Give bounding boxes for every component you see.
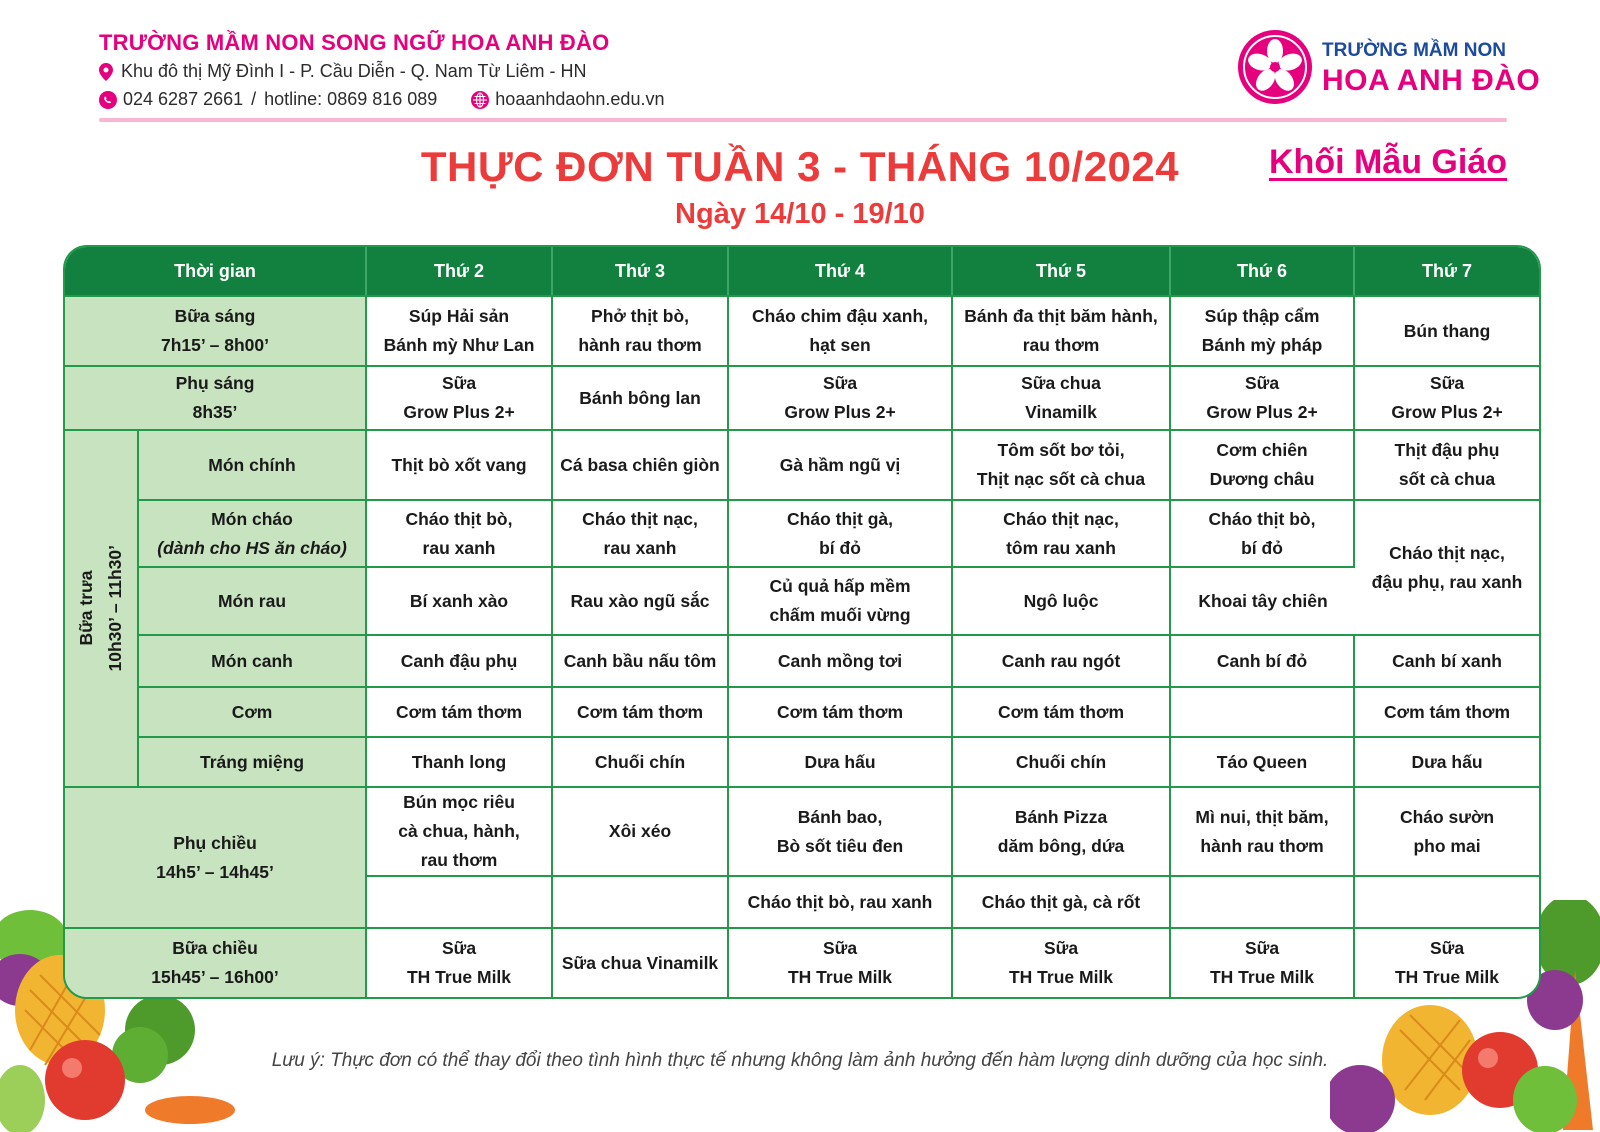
sub-label-dessert: Tráng miệng: [139, 736, 367, 786]
cell-line: Bánh mỳ pháp: [1201, 335, 1323, 355]
menu-cell: [729, 499, 953, 566]
menu-cell: [367, 365, 553, 429]
cell-line: Bữa chiều: [172, 938, 258, 958]
cell-line: Cơm tám thơm: [998, 701, 1125, 722]
menu-cell: [1355, 295, 1539, 365]
logo-text-bottom: HOA ANH ĐÀO: [1322, 64, 1541, 97]
menu-cell: [1355, 875, 1539, 927]
column-header: Thứ 6: [1171, 247, 1355, 295]
cell-line: Dưa hấu: [1411, 751, 1483, 772]
cell-line: Sữa: [1244, 373, 1280, 393]
address-text: Khu đô thị Mỹ Đình I - P. Cầu Diễn - Q. Nam Từ Liêm - HN: [121, 61, 587, 81]
cell-line: Canh mồng tơi: [777, 650, 903, 671]
row-label-afternoon-snack: [65, 786, 367, 927]
menu-cell: [553, 786, 729, 875]
cell-line: Tôm sốt bơ tỏi,: [997, 440, 1125, 460]
cell-line: Chuối chín: [594, 751, 686, 772]
cell-line: Xôi xéo: [608, 821, 672, 841]
cell-line: rau thơm: [420, 850, 498, 870]
cell-line: Cháo thịt gà,: [787, 508, 893, 529]
menu-cell: [953, 634, 1171, 686]
cell-line: Chuối chín: [1015, 751, 1107, 772]
menu-cell: [367, 295, 553, 365]
row-label-lunch: [65, 429, 139, 786]
cell-line: Bánh mỳ Như Lan: [383, 335, 535, 355]
menu-cell: [953, 736, 1171, 786]
cell-line: Phở thịt bò,: [591, 306, 689, 326]
cell-line: Khoai tây chiên: [1198, 590, 1328, 611]
cell-line: Grow Plus 2+: [1391, 402, 1503, 422]
menu-cell: [729, 365, 953, 429]
cell-line: 8h35’: [192, 402, 238, 422]
cell-line: Rau xào ngũ sắc: [570, 590, 710, 611]
cell-line: bí đỏ: [1241, 537, 1283, 558]
menu-cell: [1355, 634, 1539, 686]
cell-line: Cháo thịt bò,: [1208, 508, 1316, 529]
table-row: [65, 295, 1539, 365]
cell-line: Bánh đa thịt băm hành,: [964, 306, 1158, 326]
row-label-afternoon-meal: [65, 927, 367, 997]
menu-cell: [729, 736, 953, 786]
cell-line: Canh rau ngót: [1001, 650, 1121, 671]
cell-line: TH True Milk: [1209, 967, 1315, 987]
menu-cell: [553, 736, 729, 786]
menu-cell: [367, 875, 553, 927]
cell-line: Bò sốt tiêu đen: [776, 835, 904, 856]
cell-line: TH True Milk: [406, 967, 512, 987]
cell-line: Bánh bao,: [797, 806, 883, 827]
cell-line: rau thơm: [1022, 335, 1100, 355]
menu-cell: [729, 875, 953, 927]
cell-line: Phụ chiều: [173, 832, 257, 853]
cell-line: Cơm tám thơm: [777, 701, 904, 722]
table-row: [65, 566, 1539, 634]
menu-cell: [1355, 429, 1539, 499]
menu-cell: [1171, 634, 1355, 686]
table-row: [65, 634, 1539, 686]
lunch-vertical-label: [72, 545, 130, 672]
cell-line: Sữa: [1244, 938, 1280, 958]
menu-cell: [553, 365, 729, 429]
menu-cell: [1355, 736, 1539, 786]
cell-line: Phụ sáng: [175, 373, 255, 393]
grade-label: Khối Mẫu Giáo: [1269, 143, 1507, 181]
menu-cell: [367, 499, 553, 566]
cell-line: Táo Queen: [1216, 751, 1308, 772]
cell-line: Cá basa chiên giòn: [560, 454, 720, 475]
phone-number[interactable]: 024 6287 2661: [123, 89, 244, 109]
cell-line: Dưa hấu: [804, 751, 876, 772]
cell-line: 15h45’ – 16h00’: [151, 967, 279, 987]
table-row: [65, 499, 1539, 566]
cell-line: tôm rau xanh: [1006, 537, 1116, 558]
cell-line: Bánh Pizza: [1014, 806, 1108, 827]
cell-line: Sữa: [441, 938, 477, 958]
menu-cell: [367, 927, 553, 997]
menu-cell: [367, 686, 553, 736]
menu-cell: [553, 875, 729, 927]
menu-cell: [953, 927, 1171, 997]
cell-line: hành rau thơm: [1200, 835, 1324, 856]
menu-cell: [729, 634, 953, 686]
cell-line: Cháo thịt nạc,: [582, 508, 698, 529]
cell-line: bí đỏ: [819, 537, 861, 558]
cell-line: Cháo thịt bò,: [405, 508, 513, 529]
cell-line: rau xanh: [603, 537, 677, 558]
menu-cell: [1171, 499, 1355, 566]
cell-line: Bún thang: [1403, 320, 1491, 341]
cell-line: rau xanh: [422, 537, 496, 558]
cell-line: Sữa: [822, 938, 858, 958]
phone-separator: /: [251, 89, 257, 109]
cell-line: Canh bí xanh: [1392, 650, 1502, 671]
menu-cell: [1171, 786, 1355, 875]
address-line: [99, 61, 587, 82]
school-name: TRƯỜNG MẦM NON SONG NGỮ HOA ANH ĐÀO: [99, 30, 610, 55]
menu-cell: [729, 295, 953, 365]
cell-line: pho mai: [1413, 835, 1481, 856]
cell-line: Cháo thịt gà, cà rốt: [981, 891, 1141, 912]
cell-line: Cháo thịt nạc,: [1389, 542, 1505, 563]
sub-label-vegetable: Món rau: [139, 566, 367, 634]
cell-line: Sữa chua Vinamilk: [561, 952, 719, 973]
sub-label-rice: Cơm: [139, 686, 367, 736]
phone-line: [99, 89, 664, 110]
column-header: Thứ 2: [367, 247, 553, 295]
page-subtitle: Ngày 14/10 - 19/10: [675, 198, 925, 230]
sub-label-porridge-title: Món cháo: [211, 508, 293, 529]
menu-cell: [553, 499, 729, 566]
cell-line: Sữa chua: [1021, 373, 1101, 393]
cell-line: Grow Plus 2+: [784, 402, 896, 422]
table-row: [65, 429, 1539, 499]
table-row: [65, 365, 1539, 429]
cell-line: Sữa: [1429, 373, 1465, 393]
logo-text-top: TRƯỜNG MẦM NON: [1322, 40, 1506, 61]
globe-icon: [471, 91, 489, 109]
menu-cell: [1171, 875, 1355, 927]
cell-line: Bữa sáng: [174, 306, 256, 326]
table-row: [65, 927, 1539, 997]
cell-line: Cháo thịt nạc,: [1003, 508, 1119, 529]
menu-cell: [553, 566, 729, 634]
cell-line: Bí xanh xào: [409, 590, 509, 611]
row-label-breakfast: [65, 295, 367, 365]
cell-line: Canh đậu phụ: [400, 650, 518, 671]
cell-line: Bún mọc riêu: [403, 792, 515, 812]
cell-line: Sữa: [822, 373, 858, 393]
sub-label-porridge-note: (dành cho HS ăn cháo): [157, 537, 347, 558]
menu-cell: [729, 927, 953, 997]
menu-cell: [553, 634, 729, 686]
header-divider: [99, 118, 1507, 122]
cell-line: 14h5’ – 14h45’: [156, 861, 274, 882]
cell-line: 10h30’ – 11h30’: [105, 545, 125, 672]
cell-line: Vinamilk: [1025, 402, 1097, 422]
menu-cell: [367, 786, 553, 875]
menu-cell: [729, 429, 953, 499]
menu-cell: [553, 295, 729, 365]
whatsapp-icon: [99, 91, 117, 109]
cell-line: Bữa trưa: [76, 571, 96, 646]
column-header: Thứ 5: [953, 247, 1171, 295]
menu-cell: [1171, 927, 1355, 997]
column-header: Thứ 4: [729, 247, 953, 295]
menu-cell: [953, 786, 1171, 875]
hotline-number[interactable]: hotline: 0869 816 089: [264, 89, 438, 109]
cell-line: Canh bầu nấu tôm: [563, 650, 717, 671]
cell-line: Sữa: [1429, 938, 1465, 958]
menu-cell: [367, 429, 553, 499]
menu-table: [63, 245, 1541, 999]
cell-line: Cháo chim đậu xanh,: [752, 306, 929, 326]
menu-cell: [1171, 736, 1355, 786]
table-row: [65, 786, 1539, 875]
menu-cell: [1171, 566, 1355, 634]
cell-line: cà chua, hành,: [398, 821, 520, 841]
menu-cell-merged: [1355, 499, 1539, 634]
menu-cell: [953, 499, 1171, 566]
menu-cell: [553, 927, 729, 997]
menu-cell: [953, 875, 1171, 927]
cell-line: Sữa: [1043, 938, 1079, 958]
cell-line: Thanh long: [411, 751, 507, 772]
table-header-row: [65, 247, 1539, 295]
cell-line: Thịt nạc sốt cà chua: [976, 469, 1146, 489]
cell-line: hạt sen: [809, 335, 871, 355]
website[interactable]: [471, 89, 664, 110]
menu-cell: [1355, 927, 1539, 997]
menu-cell: [367, 634, 553, 686]
menu-cell: [953, 686, 1171, 736]
sub-label-porridge: [139, 499, 367, 566]
cell-line: Súp thập cẩm: [1204, 306, 1320, 326]
cell-line: Grow Plus 2+: [403, 402, 515, 422]
cell-line: Mì nui, thịt băm,: [1195, 806, 1329, 827]
cell-line: Súp Hải sản: [408, 306, 510, 326]
footnote: Lưu ý: Thực đơn có thể thay đổi theo tình hình thực tế nhưng không làm ảnh hưởng đến hàm lượng dinh dưỡng của học sinh.: [271, 1050, 1329, 1071]
menu-cell: [367, 566, 553, 634]
column-header: Thứ 3: [553, 247, 729, 295]
menu-cell: [953, 566, 1171, 634]
cell-line: Củ quả hấp mềm: [769, 576, 911, 596]
menu-cell: [1171, 429, 1355, 499]
column-header: Thời gian: [65, 247, 367, 295]
row-label-morning-snack: [65, 365, 367, 429]
page-title: THỰC ĐƠN TUẦN 3 - THÁNG 10/2024: [420, 143, 1180, 190]
menu-cell: [1355, 786, 1539, 875]
cell-line: đậu phụ, rau xanh: [1371, 571, 1523, 592]
sub-label-main: Món chính: [139, 429, 367, 499]
cell-line: TH True Milk: [1394, 967, 1500, 987]
menu-cell: [953, 429, 1171, 499]
cell-line: Cơm tám thơm: [577, 701, 704, 722]
menu-cell: [367, 736, 553, 786]
menu-cell: [953, 295, 1171, 365]
sub-label-soup: Món canh: [139, 634, 367, 686]
cell-line: Cháo thịt bò, rau xanh: [747, 891, 933, 912]
cell-line: Cơm tám thơm: [1384, 701, 1511, 722]
column-header: Thứ 7: [1355, 247, 1539, 295]
cell-line: TH True Milk: [1008, 967, 1114, 987]
cell-line: Thịt bò xốt vang: [391, 454, 527, 475]
location-pin-icon: [99, 63, 113, 81]
menu-cell: [729, 686, 953, 736]
cell-line: Canh bí đỏ: [1216, 650, 1308, 671]
menu-cell: [1171, 686, 1355, 736]
cell-line: 7h15’ – 8h00’: [161, 335, 269, 355]
menu-cell: [729, 786, 953, 875]
cell-line: Cơm tám thơm: [396, 701, 523, 722]
cell-line: sốt cà chua: [1398, 469, 1496, 489]
cell-line: Thịt đậu phụ: [1394, 440, 1500, 460]
cell-line: Gà hầm ngũ vị: [779, 454, 901, 475]
table-row: [65, 686, 1539, 736]
cell-line: Dương châu: [1209, 469, 1315, 489]
menu-cell: [1171, 365, 1355, 429]
cell-line: Cháo sườn: [1399, 806, 1495, 827]
website-link[interactable]: hoaanhdaohn.edu.vn: [495, 89, 665, 109]
menu-cell: [1355, 686, 1539, 736]
menu-cell: [953, 365, 1171, 429]
cell-line: Ngô luộc: [1023, 590, 1099, 611]
menu-cell: [1171, 295, 1355, 365]
cell-line: Cơm chiên: [1216, 440, 1308, 460]
cell-line: Sữa: [441, 373, 477, 393]
cell-line: Grow Plus 2+: [1206, 402, 1318, 422]
cell-line: chấm muối vừng: [769, 605, 911, 625]
menu-cell: [1355, 365, 1539, 429]
sakura-logo-icon: [1236, 28, 1314, 106]
cell-line: TH True Milk: [787, 967, 893, 987]
menu-cell: [553, 686, 729, 736]
menu-cell: [553, 429, 729, 499]
cell-line: dăm bông, dứa: [997, 835, 1125, 856]
cell-line: Bánh bông lan: [579, 387, 701, 408]
table-row: [65, 736, 1539, 786]
menu-cell: [729, 566, 953, 634]
cell-line: hành rau thơm: [578, 335, 702, 355]
